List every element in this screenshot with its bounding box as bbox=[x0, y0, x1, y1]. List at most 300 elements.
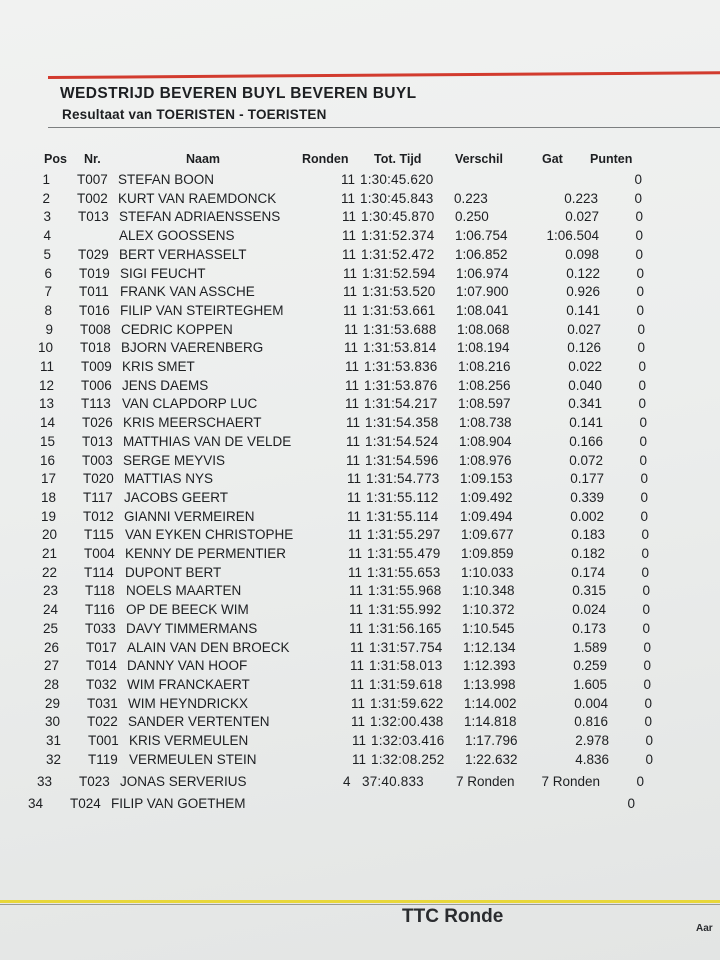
cell-tijd: 1:30:45.620 bbox=[360, 172, 434, 187]
table-row bbox=[0, 714, 720, 732]
cell-verschil: 1:12.134 bbox=[463, 639, 516, 655]
cell-tijd: 1:31:54.524 bbox=[365, 433, 439, 449]
cell-gat: 0.339 bbox=[570, 489, 604, 505]
cell-naam: KRIS MEERSCHAERT bbox=[123, 415, 262, 431]
cell-verschil: 1:08.041 bbox=[456, 302, 509, 318]
cell-ronden: 11 bbox=[343, 284, 358, 300]
cell-naam: MATTHIAS VAN DE VELDE bbox=[123, 433, 292, 449]
cell-verschil: 0.250 bbox=[455, 209, 489, 225]
cell-ronden: 11 bbox=[346, 452, 361, 468]
cell-tijd: 1:31:53.520 bbox=[362, 284, 436, 300]
cell-pos: 26 bbox=[43, 639, 59, 655]
cell-verschil: 1:14.818 bbox=[464, 714, 517, 730]
cell-ronden: 11 bbox=[341, 190, 356, 206]
cell-verschil: 1:09.859 bbox=[461, 546, 514, 561]
cell-nr: T117 bbox=[83, 489, 113, 505]
cell-ronden: 11 bbox=[352, 733, 367, 748]
cell-naam: KENNY DE PERMENTIER bbox=[125, 546, 287, 561]
corner-text: Aar bbox=[696, 923, 713, 934]
cell-ronden: 11 bbox=[344, 321, 359, 337]
cell-punten: 0 bbox=[638, 377, 646, 393]
cell-nr: T006 bbox=[81, 377, 112, 393]
table-row bbox=[0, 453, 720, 471]
cell-nr: T012 bbox=[83, 508, 114, 524]
cell-gat: 0.182 bbox=[571, 546, 605, 561]
cell-pos: 9 bbox=[45, 321, 53, 337]
cell-tijd: 1:31:54.773 bbox=[366, 471, 440, 487]
cell-nr: T029 bbox=[78, 246, 109, 262]
cell-pos: 19 bbox=[40, 508, 56, 524]
cell-verschil: 1:08.216 bbox=[458, 359, 511, 374]
table-row bbox=[0, 733, 720, 751]
cell-gat: 0.816 bbox=[574, 714, 608, 730]
table-row bbox=[0, 322, 720, 340]
cell-gat: 0.166 bbox=[569, 433, 603, 449]
cell-nr: T022 bbox=[87, 714, 118, 730]
cell-naam: WIM FRANCKAERT bbox=[127, 676, 250, 692]
header-gat: Gat bbox=[542, 152, 563, 166]
cell-punten: 0 bbox=[639, 415, 647, 431]
cell-ronden: 11 bbox=[343, 302, 358, 318]
cell-nr: T113 bbox=[81, 396, 111, 412]
cell-tijd: 1:31:54.596 bbox=[365, 452, 439, 468]
cell-ronden: 11 bbox=[346, 415, 361, 431]
cell-verschil: 1:08.194 bbox=[457, 340, 510, 356]
cell-nr: T017 bbox=[86, 639, 117, 655]
cell-gat: 0.126 bbox=[567, 340, 601, 356]
cell-nr: T018 bbox=[80, 340, 111, 356]
cell-pos: 29 bbox=[44, 695, 60, 711]
cell-tijd: 1:31:53.876 bbox=[364, 377, 438, 393]
document-title: WEDSTRIJD BEVEREN BUYL BEVEREN BUYL bbox=[60, 85, 417, 102]
cell-gat: 0.926 bbox=[566, 284, 600, 300]
cell-naam: MATTIAS NYS bbox=[124, 471, 214, 487]
cell-gat: 1:06.504 bbox=[546, 228, 599, 244]
cell-pos: 17 bbox=[40, 471, 56, 487]
cell-naam: SANDER VERTENTEN bbox=[128, 714, 270, 730]
cell-naam: NOELS MAARTEN bbox=[126, 583, 242, 599]
cell-ronden: 11 bbox=[349, 602, 364, 618]
cell-ronden: 4 bbox=[343, 773, 351, 789]
table-row bbox=[0, 209, 720, 227]
cell-verschil: 1:09.492 bbox=[460, 489, 513, 505]
cell-nr: T008 bbox=[80, 321, 111, 337]
cell-gat: 0.223 bbox=[564, 190, 598, 206]
cell-nr: T024 bbox=[70, 796, 101, 812]
cell-punten: 0 bbox=[638, 359, 646, 374]
cell-punten: 0 bbox=[635, 246, 643, 262]
cell-naam: FILIP VAN GOETHEM bbox=[111, 796, 246, 812]
header-naam: Naam bbox=[186, 152, 221, 166]
cell-pos: 27 bbox=[43, 658, 59, 674]
cell-punten: 0 bbox=[635, 228, 643, 244]
cell-nr: T114 bbox=[84, 564, 114, 580]
cell-tijd: 1:31:55.112 bbox=[366, 489, 439, 505]
cell-verschil: 0.223 bbox=[454, 190, 488, 206]
cell-ronden: 11 bbox=[349, 583, 364, 599]
cell-naam: JENS DAEMS bbox=[122, 377, 209, 393]
table-row bbox=[0, 434, 720, 452]
cell-naam: VERMEULEN STEIN bbox=[129, 751, 257, 767]
cell-tijd: 1:31:53.661 bbox=[362, 302, 436, 318]
table-row bbox=[0, 284, 720, 302]
cell-pos: 28 bbox=[43, 676, 59, 692]
cell-gat: 0.024 bbox=[572, 602, 606, 618]
cell-gat: 0.177 bbox=[570, 471, 604, 487]
cell-tijd: 1:30:45.870 bbox=[361, 209, 435, 225]
cell-ronden: 11 bbox=[345, 396, 360, 412]
cell-naam: SERGE MEYVIS bbox=[123, 452, 226, 468]
cell-ronden: 11 bbox=[348, 546, 363, 561]
cell-naam: GIANNI VERMEIREN bbox=[124, 508, 255, 524]
cell-gat: 0.122 bbox=[566, 265, 600, 281]
cell-tijd: 1:31:59.618 bbox=[369, 676, 443, 692]
table-row bbox=[0, 191, 720, 209]
cell-tijd: 1:31:53.814 bbox=[363, 340, 437, 356]
cell-naam: STEFAN ADRIAENSSENS bbox=[119, 209, 281, 225]
cell-gat: 0.141 bbox=[566, 302, 600, 318]
cell-nr: T026 bbox=[82, 415, 113, 431]
cell-nr: T119 bbox=[88, 751, 118, 767]
cell-gat: 0.259 bbox=[573, 658, 607, 674]
cell-nr: T116 bbox=[85, 602, 115, 618]
header-tot-tijd: Tot. Tijd bbox=[374, 152, 422, 166]
cell-pos: 16 bbox=[39, 452, 55, 468]
cell-pos: 14 bbox=[39, 415, 55, 431]
cell-naam: VAN CLAPDORP LUC bbox=[122, 396, 258, 412]
cell-verschil: 1:08.068 bbox=[457, 321, 510, 337]
cell-gat: 0.027 bbox=[567, 321, 601, 337]
cell-punten: 0 bbox=[643, 658, 651, 674]
cell-tijd: 1:32:03.416 bbox=[371, 733, 445, 748]
cell-pos: 13 bbox=[38, 396, 54, 412]
table-row bbox=[0, 359, 720, 377]
footer-rule bbox=[0, 904, 720, 905]
table-row bbox=[0, 303, 720, 321]
cell-tijd: 1:32:00.438 bbox=[370, 714, 444, 730]
header-divider bbox=[48, 127, 720, 128]
cell-pos: 10 bbox=[37, 340, 53, 356]
cell-punten: 0 bbox=[645, 751, 653, 767]
cell-naam: DANNY VAN HOOF bbox=[127, 658, 248, 674]
cell-pos: 3 bbox=[43, 209, 51, 225]
cell-gat: 7 Ronden bbox=[541, 773, 600, 789]
cell-pos: 12 bbox=[38, 377, 54, 393]
cell-gat: 0.341 bbox=[568, 396, 602, 412]
cell-pos: 22 bbox=[41, 564, 57, 580]
cell-verschil: 1:17.796 bbox=[465, 733, 518, 748]
cell-naam: ALEX GOOSSENS bbox=[119, 228, 235, 244]
cell-tijd: 1:31:53.688 bbox=[363, 321, 437, 337]
cell-nr: T013 bbox=[78, 209, 109, 225]
cell-pos: 2 bbox=[42, 190, 50, 206]
table-row bbox=[0, 247, 720, 265]
cell-verschil: 1:10.348 bbox=[462, 583, 515, 599]
cell-verschil: 1:09.153 bbox=[460, 471, 513, 487]
cell-pos: 5 bbox=[43, 246, 51, 262]
cell-tijd: 1:31:55.114 bbox=[366, 508, 439, 524]
cell-verschil: 1:10.033 bbox=[461, 564, 514, 580]
cell-pos: 24 bbox=[42, 602, 58, 618]
cell-ronden: 11 bbox=[342, 246, 357, 262]
cell-ronden: 11 bbox=[348, 564, 363, 580]
cell-naam: JONAS SERVERIUS bbox=[120, 773, 247, 789]
cell-ronden: 11 bbox=[351, 695, 366, 711]
cell-pos: 34 bbox=[27, 796, 43, 812]
cell-tijd: 1:31:52.472 bbox=[361, 246, 435, 262]
header-pos: Pos bbox=[44, 152, 67, 166]
cell-nr: T019 bbox=[79, 265, 110, 281]
cell-punten: 0 bbox=[643, 676, 651, 692]
cell-ronden: 11 bbox=[347, 471, 362, 487]
cell-ronden: 11 bbox=[348, 527, 363, 543]
cell-gat: 0.098 bbox=[565, 246, 599, 262]
header-nr: Nr. bbox=[84, 152, 101, 166]
cell-tijd: 1:31:54.358 bbox=[365, 415, 439, 431]
cell-verschil: 1:08.976 bbox=[459, 452, 512, 468]
cell-gat: 4.836 bbox=[575, 751, 609, 767]
table-row bbox=[0, 490, 720, 508]
cell-gat: 0.315 bbox=[572, 583, 606, 599]
cell-pos: 31 bbox=[45, 733, 61, 748]
cell-gat: 0.072 bbox=[569, 452, 603, 468]
table-row bbox=[0, 415, 720, 433]
table-row bbox=[0, 396, 720, 414]
cell-ronden: 11 bbox=[351, 714, 366, 730]
cell-naam: KRIS VERMEULEN bbox=[129, 733, 249, 748]
cell-nr: T016 bbox=[79, 302, 110, 318]
cell-pos: 1 bbox=[42, 172, 50, 187]
table-row bbox=[0, 621, 720, 639]
cell-pos: 8 bbox=[44, 302, 52, 318]
cell-verschil: 1:22.632 bbox=[465, 751, 518, 767]
footer-text: TTC Ronde bbox=[402, 906, 504, 927]
cell-ronden: 11 bbox=[350, 639, 365, 655]
cell-ronden: 11 bbox=[345, 359, 360, 374]
cell-pos: 4 bbox=[43, 228, 51, 244]
cell-punten: 0 bbox=[640, 508, 648, 524]
table-row bbox=[0, 602, 720, 620]
cell-punten: 0 bbox=[642, 602, 650, 618]
cell-punten: 0 bbox=[637, 340, 645, 356]
cell-nr: T013 bbox=[82, 433, 113, 449]
footer-yellow-rule bbox=[0, 900, 720, 903]
cell-punten: 0 bbox=[644, 714, 652, 730]
cell-ronden: 11 bbox=[352, 751, 367, 767]
table-row bbox=[0, 378, 720, 396]
cell-naam: BJORN VAERENBERG bbox=[121, 340, 264, 356]
cell-verschil: 1:10.372 bbox=[462, 602, 515, 618]
cell-pos: 21 bbox=[41, 546, 57, 561]
document-subtitle: Resultaat van TOERISTEN - TOERISTEN bbox=[62, 107, 327, 122]
cell-tijd: 1:31:55.479 bbox=[367, 546, 441, 561]
cell-tijd: 1:31:56.165 bbox=[368, 620, 442, 636]
cell-punten: 0 bbox=[634, 172, 642, 187]
cell-gat: 0.173 bbox=[572, 620, 606, 636]
cell-naam: ALAIN VAN DEN BROECK bbox=[127, 639, 290, 655]
cell-pos: 33 bbox=[36, 773, 52, 789]
cell-naam: DUPONT BERT bbox=[125, 564, 222, 580]
table-row bbox=[0, 509, 720, 527]
cell-pos: 15 bbox=[39, 433, 55, 449]
cell-pos: 18 bbox=[40, 489, 56, 505]
cell-gat: 0.004 bbox=[574, 695, 608, 711]
cell-punten: 0 bbox=[645, 733, 653, 748]
cell-gat: 0.141 bbox=[569, 415, 603, 431]
cell-ronden: 11 bbox=[350, 676, 365, 692]
cell-punten: 0 bbox=[639, 433, 647, 449]
cell-punten: 0 bbox=[643, 639, 651, 655]
cell-punten: 0 bbox=[635, 209, 643, 225]
cell-naam: OP DE BEECK WIM bbox=[126, 602, 249, 618]
cell-nr: T118 bbox=[85, 583, 115, 599]
cell-nr: T002 bbox=[77, 190, 108, 206]
table-row bbox=[0, 546, 720, 564]
cell-punten: 0 bbox=[634, 190, 642, 206]
cell-ronden: 11 bbox=[343, 265, 358, 281]
cell-verschil: 1:14.002 bbox=[464, 695, 517, 711]
cell-tijd: 1:31:55.653 bbox=[367, 564, 441, 580]
cell-punten: 0 bbox=[638, 396, 646, 412]
cell-naam: VAN EYKEN CHRISTOPHE bbox=[125, 527, 294, 543]
cell-verschil: 1:09.677 bbox=[461, 527, 514, 543]
cell-nr: T033 bbox=[85, 620, 116, 636]
header-ronden: Ronden bbox=[302, 152, 349, 166]
cell-nr: T020 bbox=[83, 471, 114, 487]
cell-gat: 0.022 bbox=[568, 359, 602, 374]
cell-verschil: 1:09.494 bbox=[460, 508, 513, 524]
cell-verschil: 1:08.904 bbox=[459, 433, 512, 449]
cell-verschil: 1:13.998 bbox=[463, 676, 516, 692]
cell-punten: 0 bbox=[642, 583, 650, 599]
cell-tijd: 1:31:55.968 bbox=[368, 583, 442, 599]
cell-nr: T007 bbox=[77, 172, 108, 187]
table-row bbox=[0, 172, 720, 190]
cell-ronden: 11 bbox=[342, 209, 357, 225]
cell-ronden: 11 bbox=[347, 489, 362, 505]
cell-nr: T031 bbox=[87, 695, 118, 711]
cell-verschil: 1:06.852 bbox=[455, 246, 508, 262]
cell-gat: 0.027 bbox=[565, 209, 599, 225]
cell-gat: 0.174 bbox=[571, 564, 605, 580]
cell-ronden: 11 bbox=[342, 228, 357, 244]
cell-nr: T023 bbox=[79, 773, 110, 789]
table-row bbox=[0, 640, 720, 658]
cell-naam: KURT VAN RAEMDONCK bbox=[118, 190, 277, 206]
cell-naam: KRIS SMET bbox=[122, 359, 195, 374]
table-row bbox=[0, 471, 720, 489]
table-row bbox=[0, 658, 720, 676]
cell-tijd: 1:31:58.013 bbox=[369, 658, 443, 674]
cell-ronden: 11 bbox=[344, 340, 359, 356]
cell-verschil: 1:08.256 bbox=[458, 377, 511, 393]
cell-punten: 0 bbox=[641, 564, 649, 580]
cell-gat: 0.040 bbox=[568, 377, 602, 393]
cell-punten: 0 bbox=[636, 265, 644, 281]
cell-verschil: 1:08.597 bbox=[458, 396, 511, 412]
cell-nr: T115 bbox=[84, 527, 114, 543]
cell-nr: T009 bbox=[81, 359, 112, 374]
cell-naam: WIM HEYNDRICKX bbox=[128, 695, 249, 711]
table-row bbox=[0, 340, 720, 358]
cell-naam: FILIP VAN STEIRTEGHEM bbox=[120, 302, 284, 318]
cell-tijd: 1:30:45.843 bbox=[360, 190, 434, 206]
cell-ronden: 11 bbox=[347, 508, 362, 524]
table-row bbox=[0, 527, 720, 545]
table-row bbox=[0, 752, 720, 770]
cell-ronden: 11 bbox=[350, 658, 365, 674]
table-row bbox=[0, 796, 720, 814]
cell-pos: 6 bbox=[44, 265, 52, 281]
cell-tijd: 1:32:08.252 bbox=[371, 751, 445, 767]
table-row bbox=[0, 228, 720, 246]
cell-nr: T003 bbox=[82, 452, 113, 468]
cell-gat: 2.978 bbox=[575, 733, 609, 748]
table-row bbox=[0, 266, 720, 284]
cell-pos: 30 bbox=[44, 714, 60, 730]
cell-nr: T011 bbox=[79, 284, 109, 300]
cell-tijd: 1:31:55.992 bbox=[368, 602, 442, 618]
header-verschil: Verschil bbox=[455, 152, 503, 166]
cell-verschil: 1:06.974 bbox=[456, 265, 509, 281]
table-row bbox=[0, 565, 720, 583]
cell-punten: 0 bbox=[637, 321, 645, 337]
cell-nr: T001 bbox=[88, 733, 119, 748]
cell-gat: 0.183 bbox=[571, 527, 605, 543]
cell-tijd: 1:31:55.297 bbox=[367, 527, 441, 543]
cell-gat: 1.589 bbox=[573, 639, 607, 655]
cell-nr: T014 bbox=[86, 658, 117, 674]
cell-gat: 1.605 bbox=[573, 676, 607, 692]
cell-pos: 7 bbox=[44, 284, 52, 300]
header-punten: Punten bbox=[590, 152, 633, 166]
cell-punten: 0 bbox=[636, 302, 644, 318]
cell-pos: 32 bbox=[45, 751, 61, 767]
cell-ronden: 11 bbox=[346, 433, 361, 449]
cell-pos: 23 bbox=[42, 583, 58, 599]
cell-naam: JACOBS GEERT bbox=[124, 489, 229, 505]
cell-punten: 0 bbox=[639, 452, 647, 468]
cell-verschil: 7 Ronden bbox=[456, 773, 515, 789]
cell-punten: 0 bbox=[642, 620, 650, 636]
table-row bbox=[0, 583, 720, 601]
cell-punten: 0 bbox=[640, 471, 648, 487]
cell-tijd: 1:31:57.754 bbox=[369, 639, 443, 655]
cell-verschil: 1:10.545 bbox=[462, 620, 515, 636]
cell-ronden: 11 bbox=[341, 172, 356, 187]
cell-ronden: 11 bbox=[349, 620, 364, 636]
cell-naam: BERT VERHASSELT bbox=[119, 246, 247, 262]
table-row bbox=[0, 774, 720, 792]
cell-verschil: 1:06.754 bbox=[455, 228, 508, 244]
cell-nr: T032 bbox=[86, 676, 117, 692]
cell-pos: 20 bbox=[41, 527, 57, 543]
cell-tijd: 1:31:59.622 bbox=[370, 695, 444, 711]
table-row bbox=[0, 696, 720, 714]
cell-ronden: 11 bbox=[345, 377, 360, 393]
cell-verschil: 1:12.393 bbox=[463, 658, 516, 674]
cell-punten: 0 bbox=[627, 796, 635, 812]
cell-tijd: 1:31:54.217 bbox=[364, 396, 438, 412]
cell-verschil: 1:08.738 bbox=[459, 415, 512, 431]
cell-punten: 0 bbox=[644, 695, 652, 711]
cell-naam: CEDRIC KOPPEN bbox=[121, 321, 233, 337]
cell-punten: 0 bbox=[641, 527, 649, 543]
cell-naam: FRANK VAN ASSCHE bbox=[120, 284, 255, 300]
cell-punten: 0 bbox=[636, 284, 644, 300]
cell-punten: 0 bbox=[636, 773, 644, 789]
cell-verschil: 1:07.900 bbox=[456, 284, 509, 300]
